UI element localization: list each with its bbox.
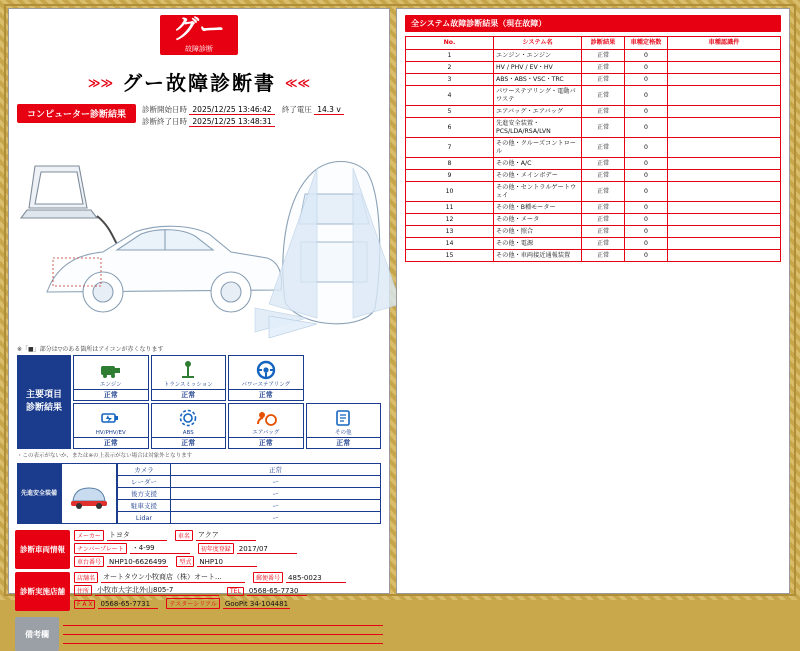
left-sheet: [8, 8, 390, 639]
adas-car-icon: [61, 463, 117, 524]
logo-text: グー: [172, 15, 225, 45]
field-serial-key: テスターシリアル: [166, 598, 219, 609]
dtc-col-count: 車種定格数: [625, 37, 668, 50]
field-shop-name-key: 店舗名: [74, 572, 98, 583]
field-maker-value: トヨタ: [107, 530, 167, 541]
right-sheet: [396, 8, 790, 594]
row-detail: [668, 170, 781, 182]
field-plate-key: ナンバープレート: [74, 543, 127, 554]
row-result: 正常: [582, 86, 625, 106]
field-maker: [74, 530, 167, 541]
row-no: 6: [406, 118, 494, 138]
row-count: 0: [625, 158, 668, 170]
field-first-reg-key: 初年度登録: [198, 543, 234, 554]
table-row: [406, 118, 781, 138]
field-vin: [74, 556, 168, 567]
row-no: 13: [406, 226, 494, 238]
table-row: [406, 50, 781, 62]
goo-logo-icon: [160, 15, 238, 55]
item-blank: [306, 355, 382, 401]
item-power-steering: [228, 355, 304, 401]
airbag-icon: [253, 406, 279, 430]
dtc-table-body: [406, 50, 781, 262]
row-count: 0: [625, 62, 668, 74]
end-datetime-label: 診断終了日時: [142, 117, 188, 126]
diagnosis-dates: [142, 104, 383, 128]
row-count: 0: [625, 118, 668, 138]
field-shop-name: [74, 572, 245, 583]
table-row: [406, 182, 781, 202]
start-datetime-value: 2025/12/25 13:46:42: [189, 105, 274, 115]
row-system: ABS・ABS・VSC・TRC: [494, 74, 582, 86]
adas-rear-value: ー: [171, 488, 381, 500]
end-voltage-value: 14.3 v: [314, 105, 344, 115]
dtc-col-no: No.: [406, 37, 494, 50]
row-system: その他・B種モーター: [494, 202, 582, 214]
field-vin-value: NHP10-6626499: [109, 558, 167, 566]
page-title: [9, 67, 389, 96]
end-datetime-value: 2025/12/25 13:48:31: [189, 117, 274, 127]
table-row: [406, 138, 781, 158]
row-count: 0: [625, 106, 668, 118]
other-icon: [330, 406, 356, 430]
row-detail: [668, 250, 781, 262]
table-row: [406, 74, 781, 86]
table-row: [406, 250, 781, 262]
row-no: 5: [406, 106, 494, 118]
field-maker-key: メーカー: [74, 530, 104, 541]
computer-result-header: [17, 104, 383, 128]
field-serial-value: GooPit 34-104481: [224, 600, 289, 608]
start-datetime-label: 診断開始日時: [142, 105, 188, 114]
row-result: 正常: [582, 214, 625, 226]
row-result: 正常: [582, 202, 625, 214]
shop-info-row: [15, 572, 383, 611]
main-items-label: 主要項目 診断結果: [17, 355, 71, 449]
row-result: 正常: [582, 250, 625, 262]
row-no: 11: [406, 202, 494, 214]
field-tel-key: TEL: [227, 587, 244, 596]
field-plate: [74, 543, 190, 554]
item-engine: [73, 355, 149, 401]
item-abs-status: 正常: [152, 437, 226, 448]
field-vin-key: 車台番号: [74, 556, 104, 567]
adas-rear-label: 後方支援: [118, 488, 171, 500]
row-no: 3: [406, 74, 494, 86]
main-items-cells: [73, 355, 381, 449]
row-no: 8: [406, 158, 494, 170]
item-other-name: その他: [334, 430, 352, 436]
field-model-key: 車名: [175, 530, 193, 541]
row-count: 0: [625, 250, 668, 262]
adas-table: [117, 463, 381, 524]
dtc-table-header-row: [406, 37, 781, 50]
field-serial: [166, 598, 290, 609]
item-abs-name: ABS: [182, 430, 194, 436]
memo-line-3: [63, 642, 383, 644]
field-type-key: 型式: [176, 556, 194, 567]
row-system: その他・電源: [494, 238, 582, 250]
row-system: その他・メータ: [494, 214, 582, 226]
row-no: 10: [406, 182, 494, 202]
item-engine-status: 正常: [74, 389, 148, 400]
row-system: その他・クルーズコントロール: [494, 138, 582, 158]
item-airbag-status: 正常: [229, 437, 303, 448]
row-result: 正常: [582, 158, 625, 170]
row-detail: [668, 182, 781, 202]
section-label-computer-result: コンピューター診断結果: [17, 104, 136, 123]
row-no: 14: [406, 238, 494, 250]
row-result: 正常: [582, 118, 625, 138]
row-count: 0: [625, 74, 668, 86]
row-result: 正常: [582, 226, 625, 238]
row-count: 0: [625, 238, 668, 250]
row-detail: [668, 50, 781, 62]
field-model-value: アクア: [196, 530, 256, 541]
row-no: 15: [406, 250, 494, 262]
memo-line-1: [63, 624, 383, 626]
adas-radar-value: ー: [171, 476, 381, 488]
row-detail: [668, 118, 781, 138]
abs-icon: [175, 406, 201, 430]
row-no: 2: [406, 62, 494, 74]
vehicle-info-fields: [70, 530, 383, 569]
field-postal: [253, 572, 346, 583]
field-model: [175, 530, 256, 541]
transmission-icon: [175, 358, 201, 382]
table-row: [406, 226, 781, 238]
row-result: 正常: [582, 106, 625, 118]
row-detail: [668, 86, 781, 106]
item-transmission-status: 正常: [152, 389, 226, 400]
adas-lidar-label: Lidar: [118, 512, 171, 524]
row-system: HV / PHV / EV・HV: [494, 62, 582, 74]
table-row: [406, 62, 781, 74]
row-system: パワーステアリング・電動パワステ: [494, 86, 582, 106]
item-engine-name: エンジン: [99, 382, 122, 388]
item-power-steering-name: パワーステアリング: [241, 382, 291, 388]
hv-icon: [98, 406, 124, 430]
item-hv-phv-ev: [73, 403, 149, 449]
row-detail: [668, 226, 781, 238]
row-detail: [668, 62, 781, 74]
row-no: 1: [406, 50, 494, 62]
field-first-reg-value: 2017/07: [237, 545, 297, 554]
row-count: 0: [625, 138, 668, 158]
row-detail: [668, 214, 781, 226]
page-title-text: グー故障診断書: [122, 71, 276, 95]
item-power-steering-status: 正常: [229, 389, 303, 400]
field-postal-key: 郵便番号: [253, 572, 283, 583]
item-hv-status: 正常: [74, 437, 148, 448]
adas-camera-value: 正常: [171, 464, 381, 476]
item-abs: [151, 403, 227, 449]
row-detail: [668, 138, 781, 158]
row-detail: [668, 202, 781, 214]
row-system: エアバッグ・エアバッグ: [494, 106, 582, 118]
row-system: その他・車両接近通報装置: [494, 250, 582, 262]
field-address: [74, 585, 219, 596]
title-ornament-left: ≫≫: [87, 76, 114, 90]
adas-lidar-value: ー: [171, 512, 381, 524]
table-row: [406, 158, 781, 170]
field-fax: [74, 598, 158, 609]
row-result: 正常: [582, 238, 625, 250]
row-count: 0: [625, 50, 668, 62]
field-shop-name-value: オートタウン小牧商店（株）オート...: [101, 572, 245, 583]
row-result: 正常: [582, 138, 625, 158]
row-result: 正常: [582, 62, 625, 74]
table-row: [406, 202, 781, 214]
field-first-reg: [198, 543, 297, 554]
vehicle-info-tag: 診断車両情報: [15, 530, 70, 569]
row-count: 0: [625, 182, 668, 202]
row-no: 4: [406, 86, 494, 106]
logo-area: [9, 9, 389, 65]
dtc-col-system: システム名: [494, 37, 582, 50]
item-other-status: 正常: [307, 437, 381, 448]
field-tel-value: 0568-65-7730: [247, 587, 307, 596]
row-system: エンジン・エンジン: [494, 50, 582, 62]
end-voltage-label: 終了電圧: [281, 105, 312, 114]
vehicle-illustration: [17, 132, 381, 342]
dtc-section-header: 全システム故障診断結果（現在故障）: [405, 15, 781, 32]
adas-parking-value: ー: [171, 500, 381, 512]
vehicle-diagram-svg: [17, 132, 381, 342]
logo-subtext: 故障診断: [185, 45, 213, 53]
memo-label: 備考欄: [15, 617, 59, 651]
steering-icon: [253, 358, 279, 382]
main-items-matrix: [17, 355, 381, 449]
row-detail: [668, 158, 781, 170]
illustration-note-text: ※「■」部分は▽のある箇所はアイコンが赤くなります: [17, 346, 164, 353]
item-airbag-name: エアバッグ: [252, 430, 280, 436]
vehicle-info-block: [15, 530, 383, 611]
row-count: 0: [625, 226, 668, 238]
row-result: 正常: [582, 170, 625, 182]
dtc-table: [405, 36, 781, 262]
field-plate-value: ・4-99: [130, 543, 190, 554]
row-result: 正常: [582, 182, 625, 202]
shop-info-tag: 診断実施店舗: [15, 572, 70, 611]
row-detail: [668, 74, 781, 86]
item-airbag: [228, 403, 304, 449]
row-count: 0: [625, 170, 668, 182]
field-type: [176, 556, 257, 567]
adas-label: 先進安全装備: [17, 463, 61, 524]
row-detail: [668, 238, 781, 250]
matrix-note: ・この表示がないか、または※の上表示がない場合は対象外となります: [17, 453, 193, 459]
row-system: 先進安全装置・PCS/LDA/RSA/LVN: [494, 118, 582, 138]
memo-section: [15, 617, 383, 651]
table-row: [406, 106, 781, 118]
adas-parking-label: 駐車支援: [118, 500, 171, 512]
table-row: [406, 214, 781, 226]
row-no: 7: [406, 138, 494, 158]
dtc-col-detail: 車種認識件: [668, 37, 781, 50]
vehicle-info-row: [15, 530, 383, 569]
dtc-col-result: 診断結果: [582, 37, 625, 50]
title-ornament-right: ≪≪: [284, 76, 311, 90]
memo-line-2: [63, 633, 383, 635]
row-no: 12: [406, 214, 494, 226]
item-transmission: [151, 355, 227, 401]
engine-icon: [98, 358, 124, 382]
row-system: その他・A/C: [494, 158, 582, 170]
memo-lines: [63, 617, 383, 651]
field-type-value: NHP10: [197, 558, 257, 567]
row-count: 0: [625, 214, 668, 226]
item-hv-name: HV/PHV/EV: [95, 430, 126, 436]
adas-radar-label: レーダー: [118, 476, 171, 488]
field-address-value: 小牧市大字北外山805-7: [95, 585, 219, 596]
field-fax-key: F A X: [74, 600, 95, 609]
row-result: 正常: [582, 50, 625, 62]
row-detail: [668, 106, 781, 118]
field-fax-value: 0568-65-7731: [98, 600, 158, 609]
row-system: その他・メインボデー: [494, 170, 582, 182]
field-address-key: 住所: [74, 585, 92, 596]
adas-section: [17, 463, 381, 524]
table-row: [406, 170, 781, 182]
shop-info-fields: [70, 572, 383, 611]
row-count: 0: [625, 202, 668, 214]
illustration-note: [17, 344, 381, 353]
row-system: その他・セントラルゲートウェイ: [494, 182, 582, 202]
row-no: 9: [406, 170, 494, 182]
document-page: [8, 8, 792, 639]
field-tel: [227, 585, 307, 596]
row-system: その他・照合: [494, 226, 582, 238]
row-count: 0: [625, 86, 668, 106]
row-result: 正常: [582, 74, 625, 86]
item-transmission-name: トランスミッション: [163, 382, 213, 388]
adas-camera-label: カメラ: [118, 464, 171, 476]
field-postal-value: 485-0023: [286, 574, 346, 583]
table-row: [406, 238, 781, 250]
item-other: [306, 403, 382, 449]
table-row: [406, 86, 781, 106]
